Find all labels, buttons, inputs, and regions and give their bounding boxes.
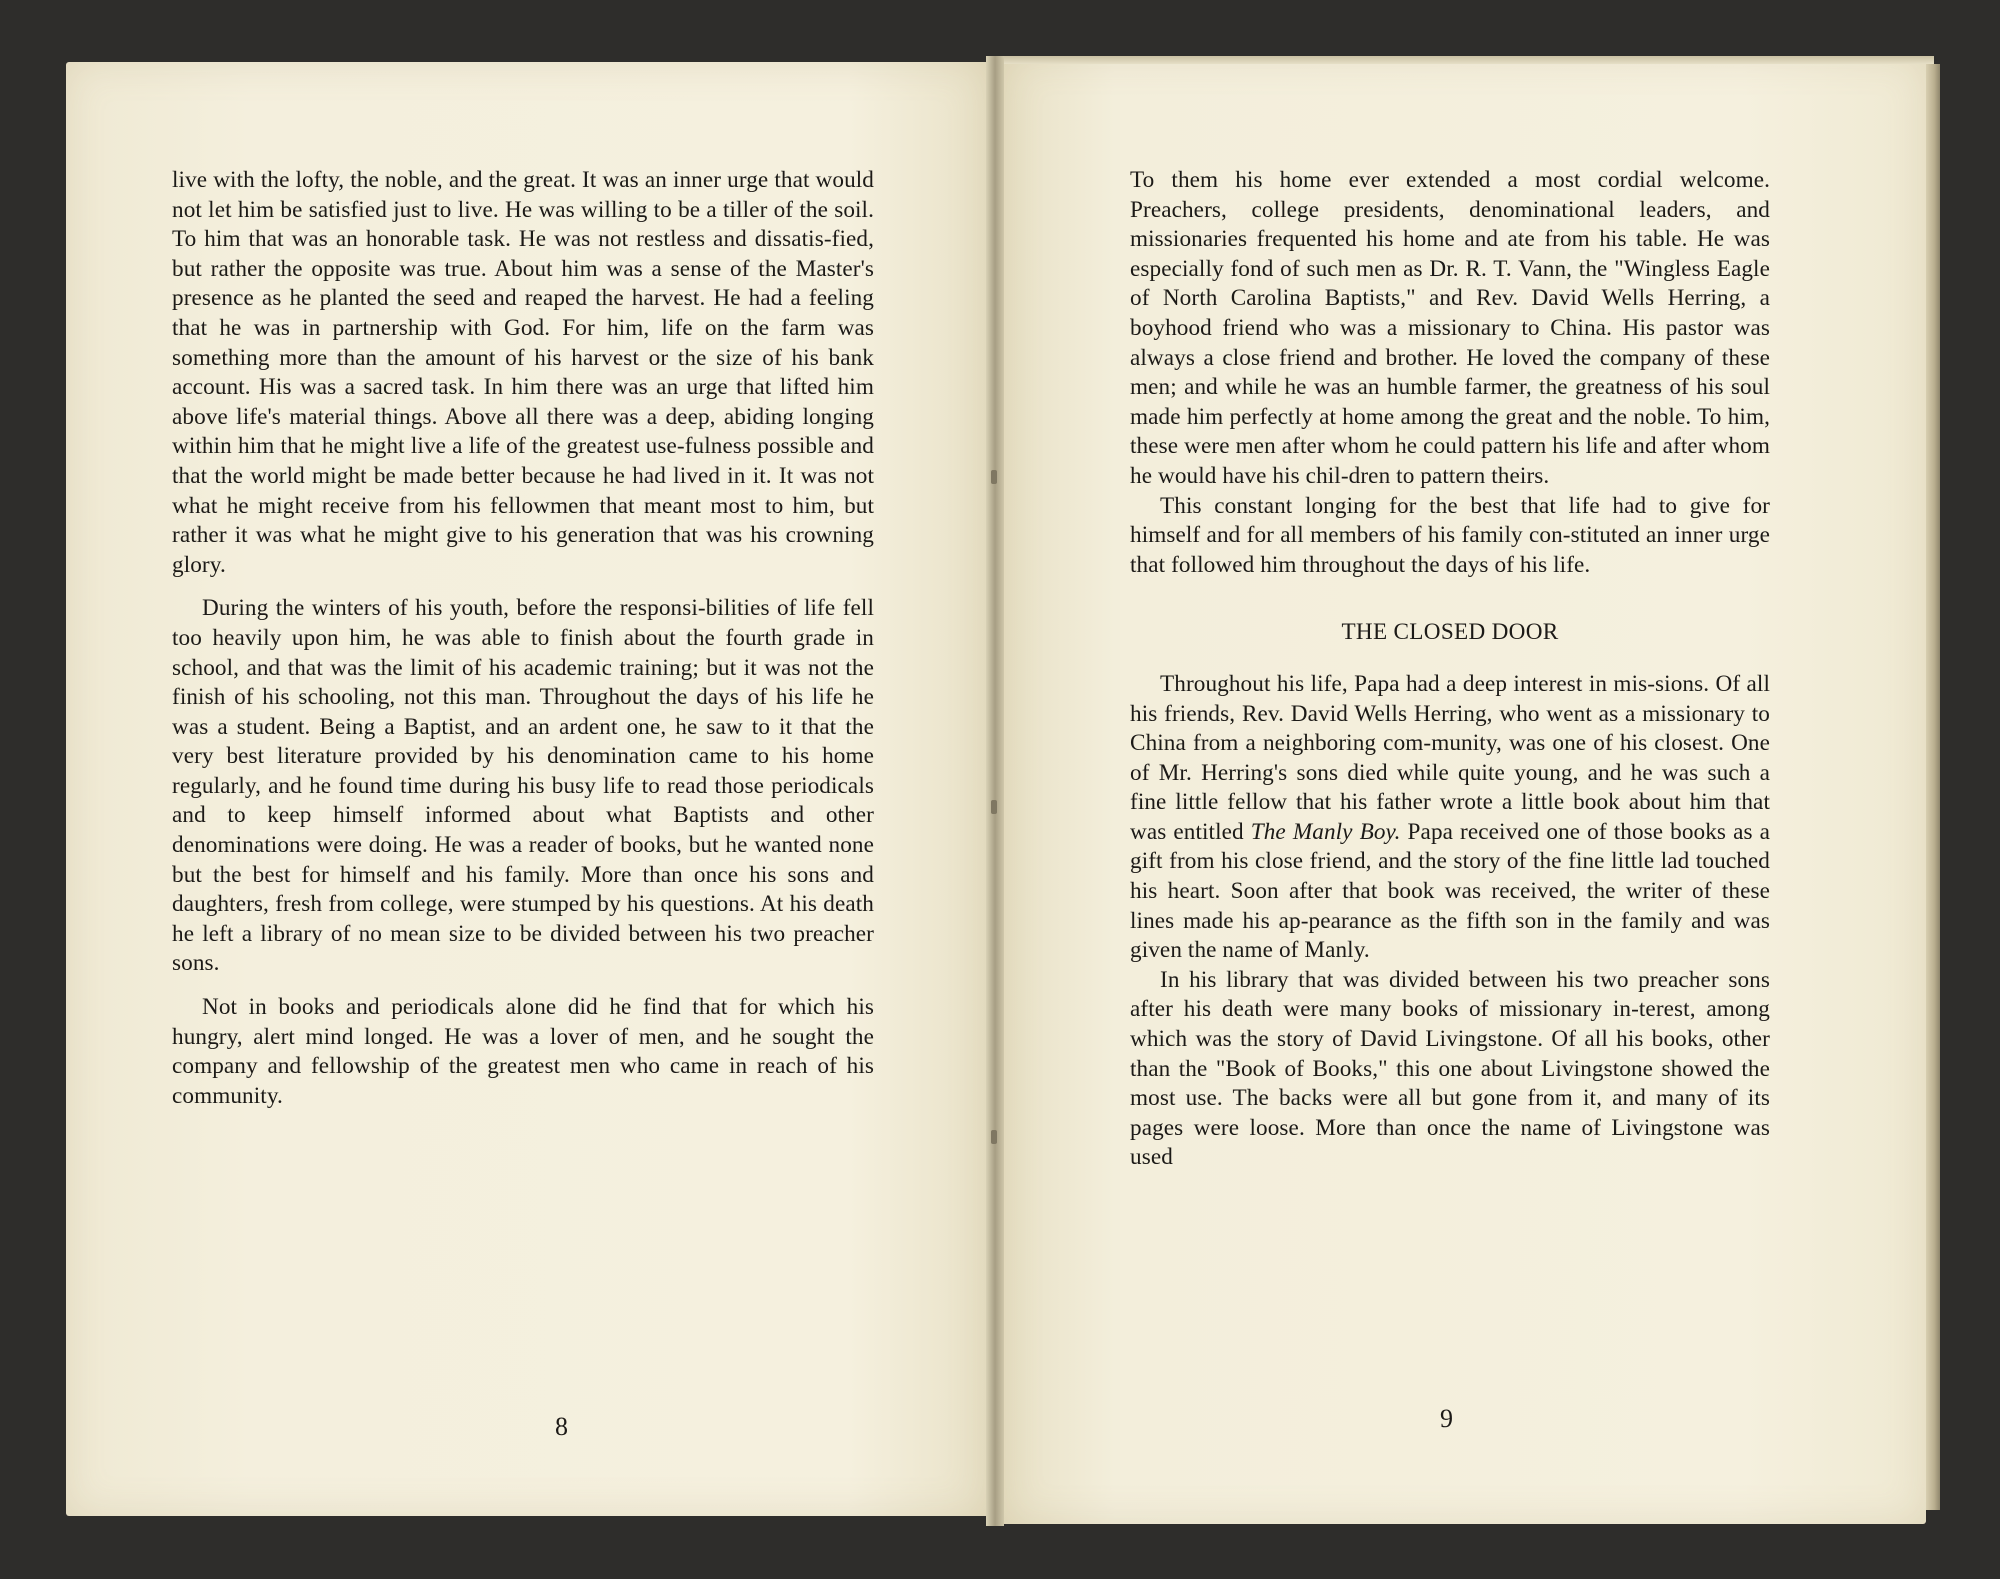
section-heading: THE CLOSED DOOR: [1341, 619, 1559, 646]
right-paragraph-3: [1130, 670, 1770, 966]
right-page-text: [1130, 166, 1770, 1173]
book-title-manly-boy: The Manly Boy.: [1250, 818, 1401, 845]
paragraph-3-text-before: Throughout his life, Papa had a deep interest in mis-sions. Of all his friends, Rev. David Wells Herring, who went as a missionary to China from a neighboring com-munity, was one of his closest. One of Mr. Herring's sons died while quite young, and he was such a fine little fellow that his father wrote a little book about him that was entitled: [1130, 670, 1770, 845]
spine-stitch: [991, 800, 997, 814]
page-stack-edge: [1926, 64, 1940, 1510]
spine-stitch: [991, 1130, 997, 1144]
left-paragraph-2: During the winters of his youth, before the responsi-bilities of life fell too heavily upon him, he was able to finish about the fourth grade in school, and that was the limit of his academic training; but it was not the finish of his schooling, not this man. Throughout the days of his life he was a student. Being a Baptist, and an ardent one, he saw to it that the very best literature provided by his denomination came to his home regularly, and he found time during his busy life to read those periodicals and to keep himself informed about what Baptists and other denominations were doing. He was a reader of books, but he wanted none but the best for himself and his family. More than once his sons and daughters, fresh from college, were stumped by his questions. At his death he left a library of no mean size to be divided between his two preacher sons.: [172, 595, 874, 977]
spine-stitch: [991, 470, 997, 484]
page-number-right: 9: [1440, 1404, 1453, 1433]
right-paragraph-1: To them his home ever extended a most cordial welcome. Preachers, college presidents, denominational leaders, and missionaries frequented his home and ate from his table. He was especially fond of such men as Dr. R. T. Vann, the "Wingless Eagle of North Carolina Baptists," and Rev. David Wells Herring, a boyhood friend who was a missionary to China. His pastor was always a close friend and brother. He loved the company of these men; and while he was an humble farmer, the greatness of his soul made him perfectly at home among the great and the noble. To him, these were men after whom he could pattern his life and after whom he would have his chil-dren to pattern theirs.: [1130, 167, 1770, 489]
left-page-text: [172, 166, 874, 1111]
left-paragraph-1: live with the lofty, the noble, and the great. It was an inner urge that would not let him be satisfied just to live. He was willing to be a tiller of the soil. To him that was an honorable task. He was not restless and dissatis-fied, but rather the opposite was true. About him was a sense of the Master's presence as he planted the seed and reaped the harvest. He had a feeling that he was in partnership with God. For him, life on the farm was something more than the amount of his harvest or the size of his bank account. His was a sacred task. In him there was an urge that lifted him above life's material things. Above all there was a deep, abiding longing within him that he might live a life of the greatest use-fulness possible and that the world might be made better because he had lived in it. It was not what he might receive from his fellowmen that meant most to him, but rather it was what he might give to his generation that was his crowning glory.: [172, 167, 874, 578]
paragraph-3-text-after: Papa received one of those books as a gift from his close friend, and the story of the fine little lad touched his heart. Soon after that book was received, the writer of these lines made his ap-pearance as the fifth son in the family and was given the name of Manly.: [1130, 818, 1770, 964]
right-paragraph-4: In his library that was divided between his two preacher sons after his death were many books of missionary in-terest, among which was the story of David Livingstone. Of all his books, other than the "Book of Books," this one about Livingstone showed the most use. The backs were all but gone from it, and many of its pages were loose. More than once the name of Livingstone was used: [1130, 966, 1770, 1171]
book-spine: [986, 56, 1004, 1526]
right-paragraph-2: This constant longing for the best that life had to give for himself and for all members of his family con-stituted an inner urge that followed him throughout the days of his life.: [1130, 492, 1770, 578]
page-number-left: 8: [555, 1412, 568, 1441]
left-paragraph-3: Not in books and periodicals alone did he find that for which his hungry, alert mind longed. He was a lover of men, and he sought the company and fellowship of the greatest men who came in reach of his community.: [172, 994, 874, 1109]
page-top-edge: [1004, 56, 1934, 64]
